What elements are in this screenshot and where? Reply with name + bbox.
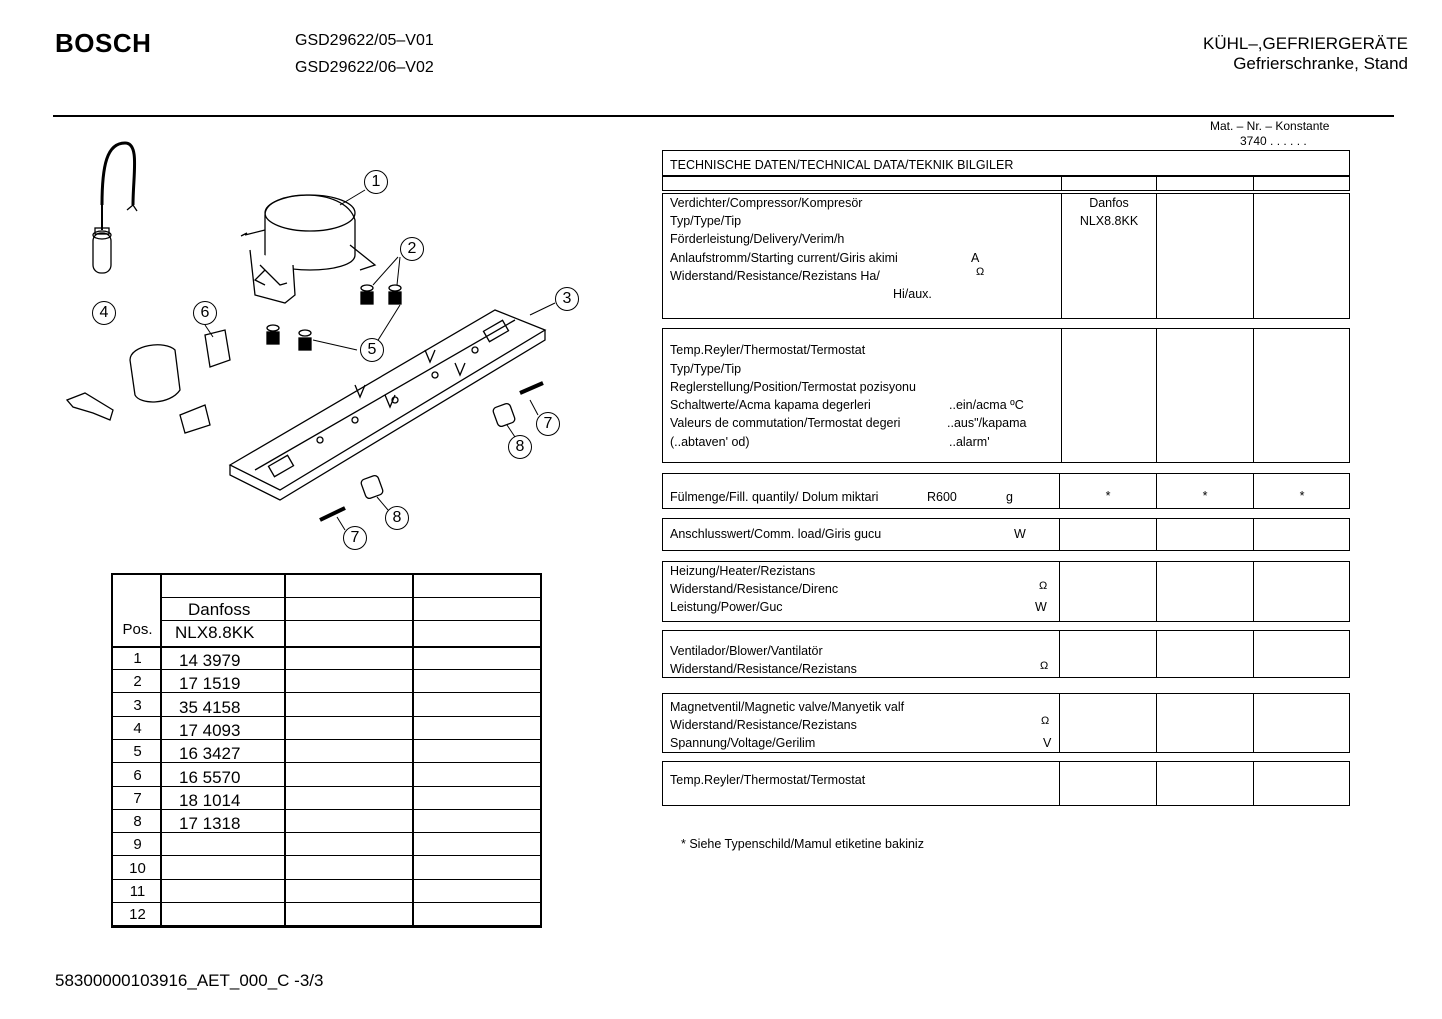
parts-row-number: 17 1519 <box>179 674 241 694</box>
blower-line-2: Widerstand/Resistance/Rezistans <box>670 662 857 676</box>
tech-header-row <box>662 176 1350 191</box>
valve-line-1: Magnetventil/Magnetic valve/Manyetik valf <box>670 700 905 714</box>
valve-box <box>662 693 1350 753</box>
comm-load-label: Anschlusswert/Comm. load/Giris gucu <box>670 527 882 541</box>
heater-line-2: Widerstand/Resistance/Direnc <box>670 582 839 596</box>
thermostat2-box <box>662 761 1350 806</box>
exploded-parts-diagram <box>55 135 595 565</box>
capacitor-drawing <box>93 143 137 273</box>
thermostat-line-2: Typ/Type/Tip <box>670 362 742 376</box>
compressor-line-4: Anlaufstromm/Starting current/Giris akimi <box>670 251 898 265</box>
header-divider <box>53 115 1394 117</box>
compressor-brand-value: Danfos <box>1089 196 1129 210</box>
comm-load-box <box>662 518 1350 551</box>
parts-row-pos: 3 <box>133 696 142 714</box>
thermostat-line-5: Valeurs de commutation/Termostat degeri <box>670 416 901 430</box>
parts-row-pos: 6 <box>133 766 142 784</box>
parts-row-pos: 7 <box>133 789 142 807</box>
parts-row-pos: 5 <box>133 743 142 761</box>
callout-7: 7 <box>536 412 560 436</box>
parts-row-pos: 4 <box>133 719 142 737</box>
parts-row-number: 14 3979 <box>179 651 241 670</box>
parts-brand: Danfoss <box>188 600 251 619</box>
thermostat-on-label: ..ein/acma ºC <box>949 398 1024 412</box>
thermostat-line-1: Temp.Reyler/Thermostat/Termostat <box>670 343 866 357</box>
unit-ohm: Ω <box>976 266 985 278</box>
parts-row-number: 17 1318 <box>179 814 241 834</box>
parts-row-number: 16 3427 <box>179 744 241 764</box>
parts-row-pos: 12 <box>129 906 146 924</box>
compressor-box <box>662 193 1350 319</box>
fill-quantity-label: Fülmenge/Fill. quantily/ Dolum miktari <box>670 490 879 504</box>
parts-row-pos: 10 <box>129 859 146 877</box>
blower-box <box>662 630 1350 678</box>
thermostat-line-6: (..abtaven' od) <box>670 435 750 449</box>
parts-row-pos: 1 <box>133 650 142 667</box>
type-plate-footnote: * Siehe Typenschild/Mamul etiketine bakiniz <box>681 837 924 851</box>
heater-unit-ohm: Ω <box>1039 580 1048 592</box>
compressor-line-1: Verdichter/Compressor/Kompresör <box>670 196 863 210</box>
compressor-model-value: NLX8.8KK <box>1079 214 1139 228</box>
valve-unit-ohm: Ω <box>1041 715 1050 727</box>
heater-unit-watt: W <box>1035 600 1047 614</box>
mat-nr-value: 3740 . . . . . . <box>1240 134 1307 148</box>
tech-title: TECHNISCHE DATEN/TECHNICAL DATA/TEKNIK BILGILER <box>670 158 1014 172</box>
thermostat-line-3: Reglerstellung/Position/Termostat pozisyonu <box>670 380 916 394</box>
parts-model: NLX8.8KK <box>175 623 255 642</box>
callout-4: 4 <box>92 301 116 325</box>
heater-line-3: Leistung/Power/Guc <box>670 600 783 614</box>
model-number-1: GSD29622/05–V01 <box>295 32 434 49</box>
compressor-line-3: Förderleistung/Delivery/Verim/h <box>670 232 845 246</box>
parts-row-pos: 2 <box>133 673 142 691</box>
fill-quantity-box <box>662 473 1350 509</box>
parts-row-pos: 8 <box>133 813 142 831</box>
compressor-line-6: Hi/aux. <box>893 287 932 301</box>
tech-title-box <box>662 150 1350 176</box>
callout-7: 7 <box>343 526 367 550</box>
fill-value-2: * <box>1202 489 1208 503</box>
thermostat-off-label: ..aus"/kapama <box>947 416 1027 430</box>
thermostat2-label: Temp.Reyler/Thermostat/Termostat <box>670 773 866 787</box>
parts-row-number: 18 1014 <box>179 790 241 810</box>
parts-row-pos: 11 <box>129 883 146 900</box>
blower-unit-ohm: Ω <box>1040 660 1049 672</box>
parts-row-number: 35 4158 <box>179 697 241 717</box>
callout-8: 8 <box>508 435 532 459</box>
compressor-drawing <box>241 195 375 303</box>
callout-8: 8 <box>385 506 409 530</box>
fill-value-1: * <box>1105 489 1111 503</box>
heater-box <box>662 561 1350 622</box>
thermostat-line-4: Schaltwerte/Acma kapama degerleri <box>670 398 871 412</box>
valve-unit-volt: V <box>1043 736 1052 750</box>
callout-6: 6 <box>193 301 217 325</box>
compressor-line-5: Widerstand/Resistance/Rezistans Ha/ <box>670 269 880 283</box>
document-number: 58300000103916_AET_000_C -3/3 <box>55 971 324 990</box>
parts-row-pos: 9 <box>133 836 142 854</box>
fill-value-3: * <box>1299 489 1305 503</box>
callout-3: 3 <box>555 287 579 311</box>
parts-row-number: 16 5570 <box>179 767 241 787</box>
refrigerant-label: R600 <box>927 490 957 504</box>
model-number-2: GSD29622/06–V02 <box>295 59 434 76</box>
compressor-line-2: Typ/Type/Tip <box>670 214 742 228</box>
valve-line-2: Widerstand/Resistance/Rezistans <box>670 718 857 732</box>
parts-row-number: 17 4093 <box>179 720 241 740</box>
parts-table <box>111 573 542 928</box>
blower-line-1: Ventilador/Blower/Vantilatör <box>670 644 823 658</box>
pos-label: Pos. <box>122 621 153 638</box>
callout-5: 5 <box>360 338 384 362</box>
category-title: KÜHL–,GEFRIERGERÄTE <box>1203 34 1408 53</box>
thermostat-box <box>662 328 1350 463</box>
callout-1: 1 <box>364 170 388 194</box>
brand-logo: BOSCH <box>55 28 152 58</box>
unit-watt: W <box>1014 527 1026 541</box>
thermostat-alarm-label: ..alarm' <box>949 435 990 449</box>
valve-line-3: Spannung/Voltage/Gerilim <box>670 736 816 750</box>
category-subtitle: Gefrierschranke, Stand <box>1233 54 1408 73</box>
heater-line-1: Heizung/Heater/Rezistans <box>670 564 816 578</box>
unit-gram: g <box>1006 490 1013 504</box>
callout-2: 2 <box>400 237 424 261</box>
relay-drawing <box>67 330 230 433</box>
unit-ampere: A <box>971 251 980 265</box>
mat-nr-label: Mat. – Nr. – Konstante <box>1210 119 1330 133</box>
